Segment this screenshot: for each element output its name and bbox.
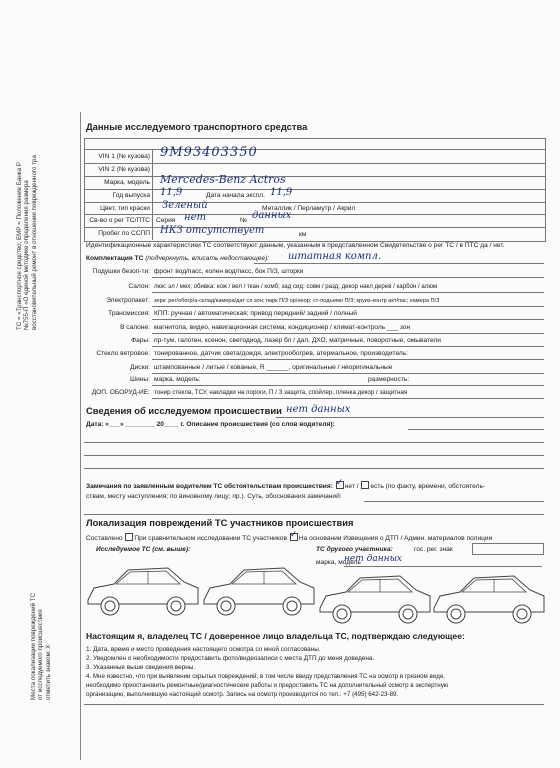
- damage-title: Локализация повреждений ТС участников происшествия: [86, 517, 354, 528]
- side-note-line: от исследуемого происшествия: [37, 609, 45, 700]
- equip-label: В салоне:: [120, 324, 150, 331]
- series-value: нет: [184, 212, 206, 223]
- equip-value: пр-тум, галоген, ксенон, светодиод, лазер бл / дал, ДХО, матричные, поворотные, омыватели: [154, 337, 441, 344]
- vin1-label: VIN 1 (№ кузова): [98, 153, 150, 160]
- confirm-item: 3. Указанные выше сведения верны.: [86, 664, 196, 671]
- number-label: №: [240, 217, 248, 224]
- compiled-a-label: При сравнительном исследовании ТС участников: [134, 535, 287, 542]
- year-value: 11,9: [160, 187, 183, 198]
- equip-note: (подчеркнуть, вписать недостающее):: [145, 255, 270, 262]
- vin2-label: VIN 2 (№ кузова): [98, 166, 150, 173]
- incident-date-line: Дата: «___» ________ 20____ г. Описание происшествия (со слов водителя):: [86, 421, 335, 428]
- equip-label: Диски:: [130, 364, 150, 371]
- series-label: Серия: [156, 217, 176, 224]
- confirm-item: 4. Мне известно, что при выявлении скрытых повреждений, в том числе ввиду представления ТС на осмотр в грязном виде,: [86, 673, 445, 680]
- damage-compiled-row: [86, 529, 493, 543]
- plate-label: гос. рег. знак: [414, 546, 453, 553]
- side-note-line: ТС = «Транспортное средство; ЕМР = Положение Банка Р: [16, 162, 23, 330]
- equip-value: зерк: рег/обогр/а-склад/камера/дат сл зон; парк П/З ор/неор; ст-подъемн П/З; круиз-контр акт/пас; камера П/З: [154, 298, 440, 304]
- car-diagram-other-left[interactable]: [316, 568, 434, 630]
- make-value: Mercedes-Benz Actros: [160, 173, 286, 186]
- other-make-label: марка, модель: [316, 559, 361, 566]
- plate-box: [472, 543, 544, 555]
- equip-value: марка, модель:: [154, 376, 201, 383]
- confirm-item: организацию, выполнившую настоящий осмотр. Запись на осмотр производится по тел.: +7 (495) 642-23-89.: [86, 691, 399, 698]
- ident-no: нет.: [493, 242, 505, 249]
- equip-value: штампованные / литые / кованые, R ______, оригинальные / неоригинальные: [154, 364, 393, 371]
- side-note-bottom: [30, 593, 52, 700]
- side-note-line: отметить знаком: Х: [44, 644, 52, 700]
- reg-label: Св-во о рег ТС/ПТС: [89, 217, 150, 224]
- equip-label: Подушки безоп-ти:: [92, 268, 150, 275]
- start-date-label: Дата начала экспл.: [206, 192, 265, 199]
- equip-heading: [86, 255, 269, 263]
- equip-label: Фары:: [131, 337, 150, 344]
- compiled-b-label: На основании Извещения о ДТП / Админ. материалов полиции: [298, 535, 493, 542]
- vehicle-section-title: Данные исследуемого транспортного средства: [86, 121, 308, 132]
- equip-title: Комплектация ТС: [86, 255, 144, 262]
- paint-options: Металлик / Перламутр / Акрил: [262, 205, 356, 212]
- car-diagram-studied-right[interactable]: [200, 560, 318, 622]
- other-make-handwritten: нет данных: [344, 554, 402, 564]
- confirm-item: 2. Уведомлен о необходимости предоставить фото/видеозаписи с места ДТП до меня доведена.: [86, 655, 375, 662]
- ossp-value: НКЗ отсутствует: [160, 225, 265, 236]
- remarks-row: Замечания по заявленным водителем ТС обстоятельствам происшествия: ✓ нет / есть (по факту, времени, обстоятель-: [86, 477, 486, 490]
- number-value: данных: [252, 210, 292, 221]
- ossp-label: Пробег по ССПП: [98, 230, 150, 237]
- km-label: км: [299, 231, 307, 238]
- remarks-no-label: нет: [344, 483, 355, 490]
- remarks-yes-label: есть (по факту, времени, обстоятель-: [370, 483, 486, 490]
- equip-value: тонир стекла, ТСУ, накладки на пороги, П / З защита, спойлер, пленка декор / защитная: [154, 389, 408, 396]
- remarks-title: Замечания по заявленным водителем ТС обстоятельствам происшествия:: [86, 483, 333, 490]
- vin1-value: 9M93403350: [160, 145, 258, 160]
- side-note-line: Места локализации повреждений ТС: [30, 593, 37, 700]
- confirm-title: Настоящим я, владелец ТС / доверенное лицо владельца ТС, подтверждаю следующее:: [86, 631, 465, 641]
- remarks-line2: ствам, месту наступления; по виновному лицу; пр.). Суть, обоснования замечаний:: [86, 493, 342, 500]
- ident-yes: да: [480, 242, 488, 249]
- equip-value: тонированное, датчик света/дождя, электрообогрев, атермальное, производитель:: [154, 350, 409, 357]
- remarks-no-checkbox[interactable]: ✓: [335, 477, 344, 487]
- ident-statement: Идентификационные характеристики ТС соответствуют данным, указанным в представленном Свидетельстве о рег ТС / в ПТС да / нет.: [86, 242, 505, 249]
- compiled-b-checkbox[interactable]: ✓: [289, 529, 298, 539]
- car-diagram-studied-left[interactable]: [84, 560, 202, 622]
- equip-label: Электропакет:: [106, 297, 150, 304]
- other-vehicle-label: ТС другого участника:: [316, 546, 393, 553]
- side-column-line: [80, 112, 81, 760]
- equip-value: КПП: ручная / автоматическая; привод передний/ задний / полный: [154, 310, 357, 317]
- equip-label: ДОП. ОБОРУД-ИЕ:: [91, 389, 150, 396]
- confirm-item: необходимо приостановить ремонтные/диагностические работы и предоставить ТС на дополнительный осмотр в экспертную: [86, 682, 449, 689]
- tires-size-label: размерность:: [368, 376, 410, 383]
- equip-label: Шины:: [130, 376, 150, 383]
- side-note-line: №755-П «О единой методике определения размера: [23, 180, 31, 330]
- equip-value: фронт вод/пасс, колен вод/пасс, бок П/З, шторки: [154, 268, 304, 275]
- studied-vehicle-label: Исследуемое ТС (см. выше):: [96, 546, 191, 553]
- compiled-a-checkbox[interactable]: [125, 533, 133, 541]
- confirm-item: 1. Дата, время и место проведения настоящего осмотра со мной согласованы.: [86, 646, 321, 653]
- year-label: Год выпуска: [112, 192, 150, 199]
- incident-title: Сведения об исследуемом происшествии: [86, 405, 282, 416]
- equip-value: магнитола, видео, навигационная система; кондиционер / климат-контроль ___ зон: [154, 324, 411, 331]
- incident-handwritten: нет данных: [286, 404, 351, 415]
- damage-compiled-label: Составлено: [86, 535, 123, 542]
- side-note-line: восстановительный ремонт в отношении поврежденного тра: [30, 155, 38, 330]
- side-note-top: [16, 155, 38, 330]
- equip-label: Трансмиссия:: [108, 310, 150, 317]
- remarks-yes-checkbox[interactable]: [361, 481, 369, 489]
- start-date-value: 11,9: [270, 187, 293, 198]
- color-label: Цвет, тип краски: [100, 205, 150, 212]
- make-label: Марка, модель: [104, 179, 150, 186]
- equip-label: Салон:: [128, 283, 150, 290]
- equip-handwritten: штатная компл.: [288, 251, 382, 262]
- color-value: Зеленый: [162, 200, 208, 211]
- car-diagram-other-right[interactable]: [430, 568, 548, 630]
- equip-value: люк: эл / мех; обивка: кож / вел / ткан / комб; зад сид: совм / разд; декор накл дерев / карбон / алюм: [154, 283, 438, 290]
- equip-label: Стекло ветровое:: [96, 350, 150, 357]
